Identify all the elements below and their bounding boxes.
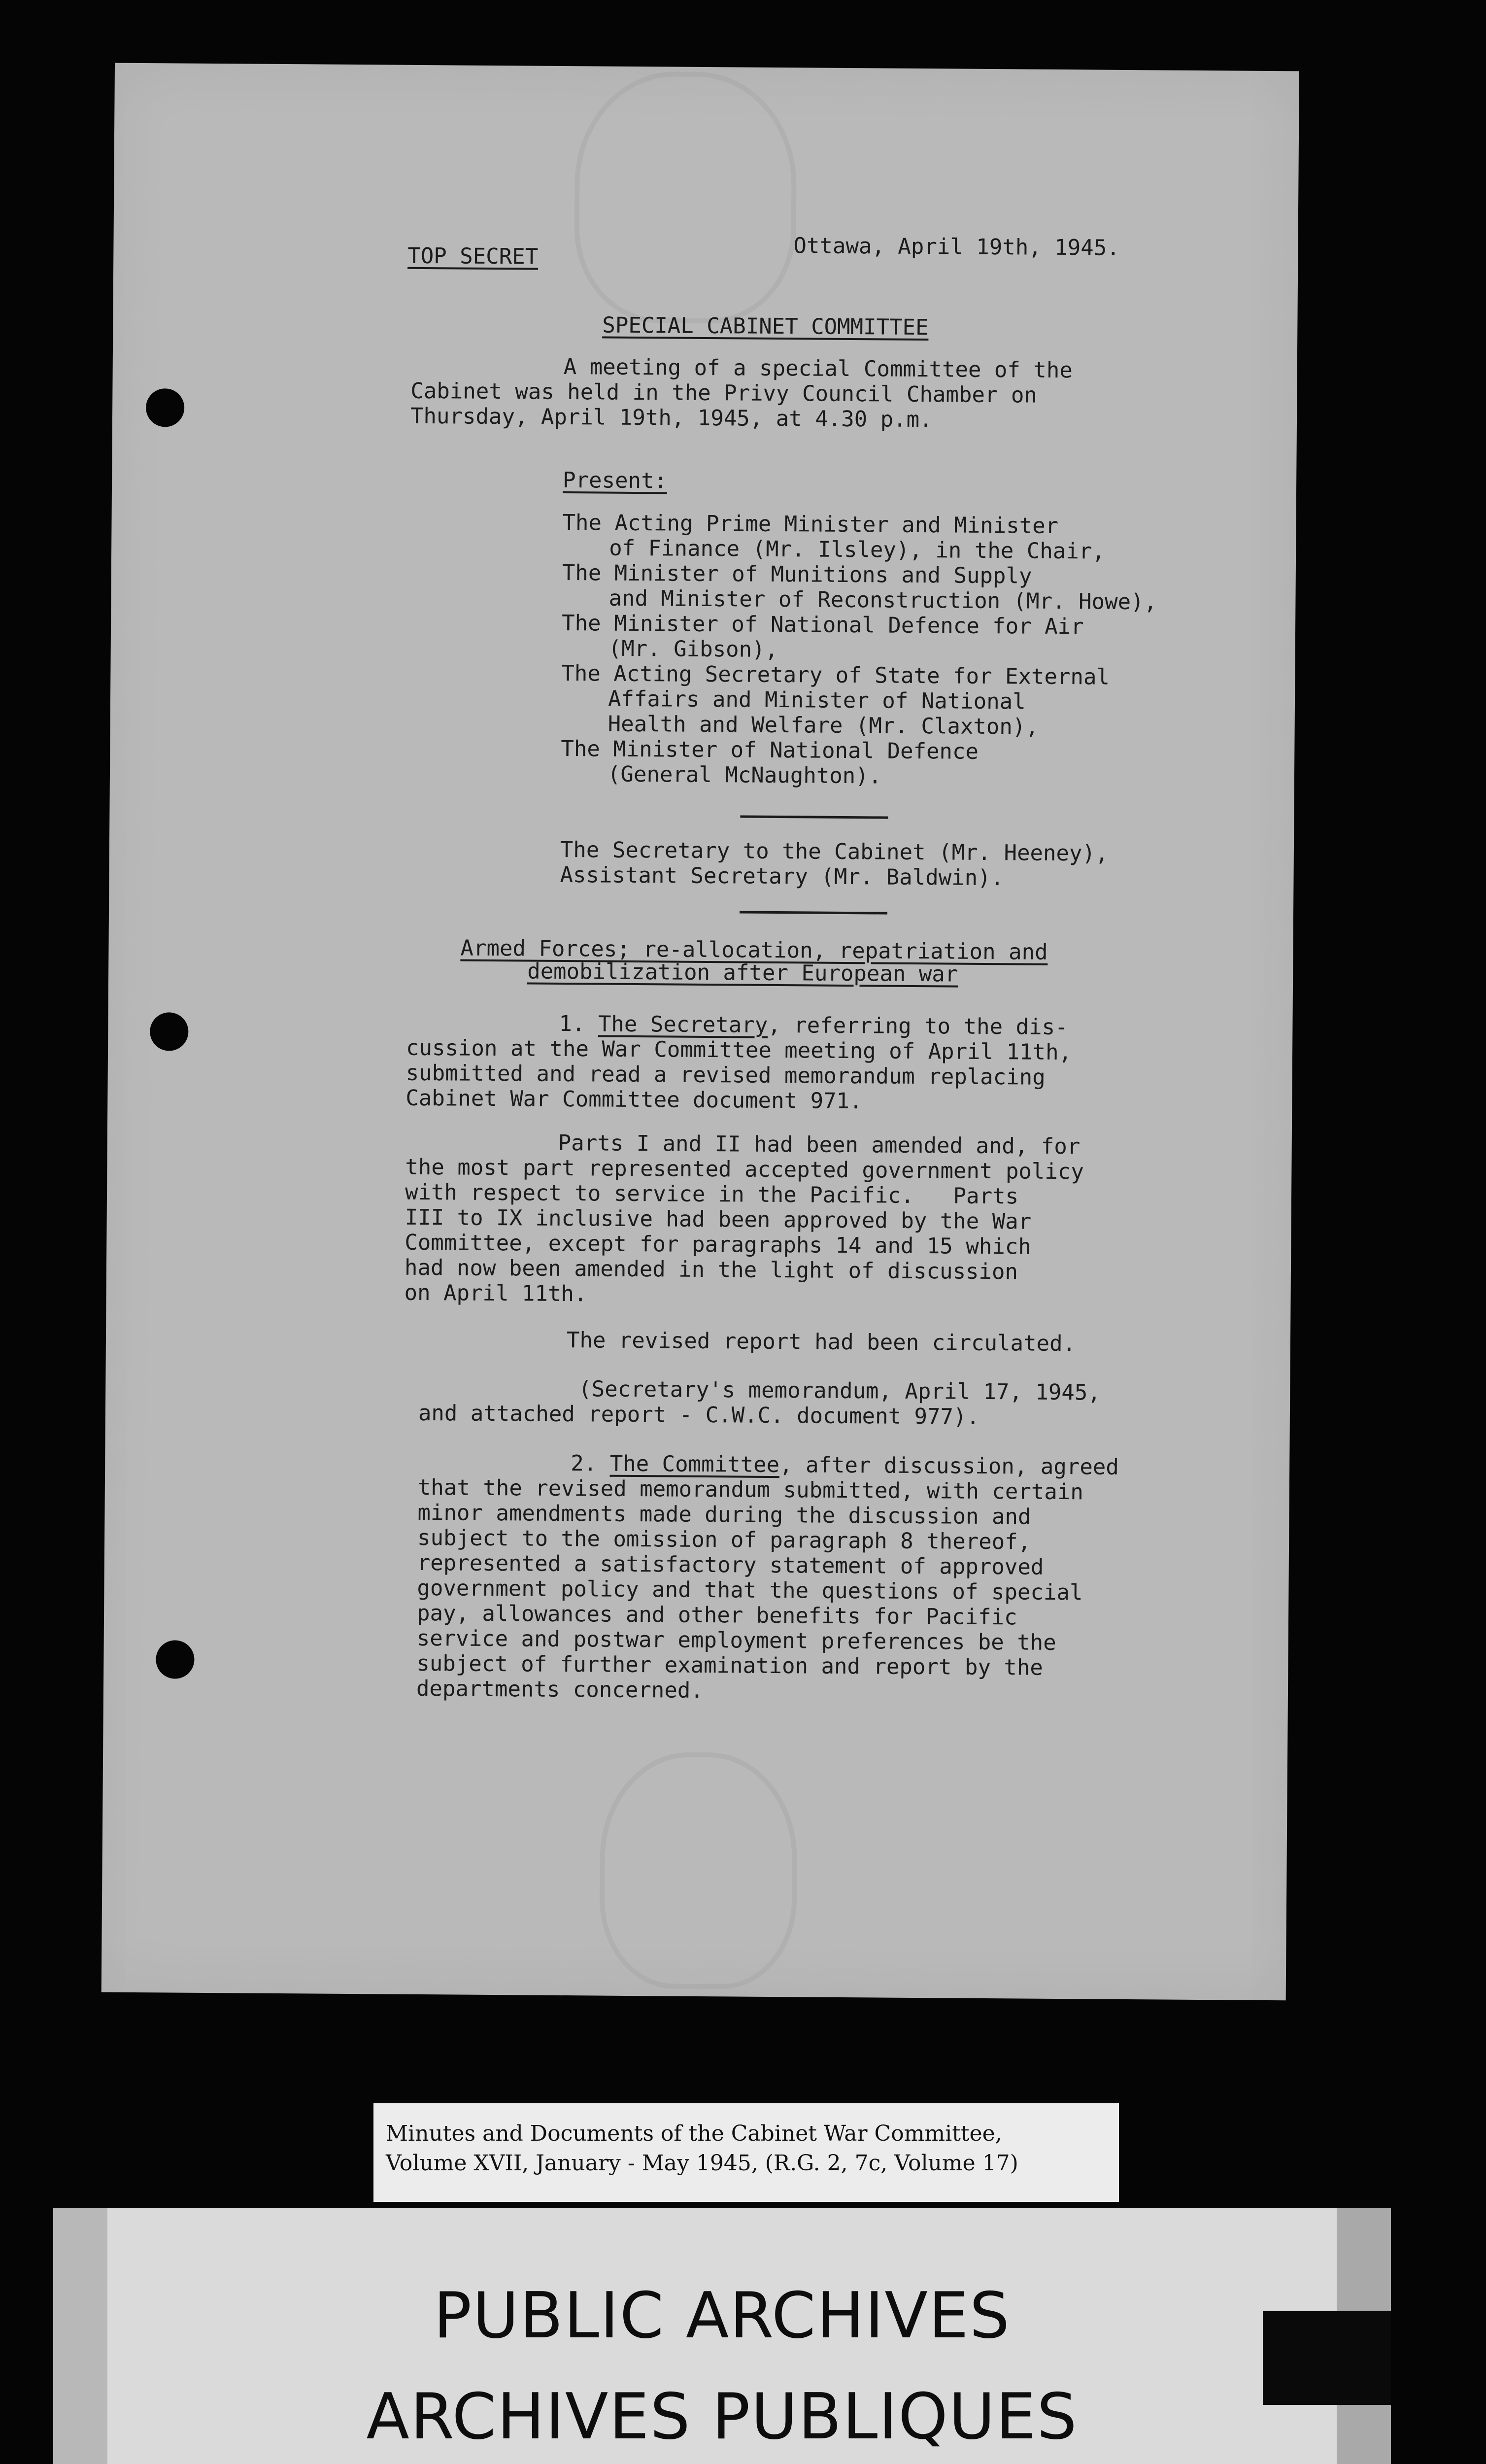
attendee-line: The Acting Secretary of State for External	[561, 660, 1110, 690]
punch-hole	[150, 1012, 189, 1051]
paragraph-1-first-line	[559, 1011, 1068, 1040]
attendee-line: The Minister of National Defence for Air	[561, 610, 1084, 640]
subject-heading: Armed Forces; re-allocation, repatriation and	[460, 935, 1048, 965]
paragraph-number: 1.	[559, 1011, 585, 1037]
paragraph-lead: The Committee	[609, 1451, 780, 1478]
secretariat-line: The Secretary to the Cabinet (Mr. Heeney),	[560, 837, 1109, 866]
divider-rule	[740, 816, 888, 819]
paragraph-1-line: submitted and read a revised memorandum replacing	[405, 1060, 1046, 1090]
attendee-line: of Finance (Mr. Ilsley), in the Chair,	[609, 535, 1105, 564]
archive-title-french: ARCHIVES PUBLIQUES	[366, 2380, 1078, 2454]
present-label: Present:	[562, 467, 668, 494]
paragraph-3: The revised report had been circulated.	[566, 1328, 1076, 1357]
document-page	[101, 63, 1299, 2001]
paragraph-5-line: service and postwar employment preferences be the	[416, 1625, 1056, 1656]
paragraph-5-line: subject of further examination and report by the	[416, 1650, 1044, 1680]
attendee-line: (Mr. Gibson),	[608, 636, 778, 663]
punch-hole	[146, 388, 185, 427]
paragraph-2-line: on April 11th.	[404, 1280, 587, 1307]
paragraph-5-line: pay, allowances and other benefits for Pacific	[416, 1600, 1017, 1630]
paragraph-5-line: departments concerned.	[416, 1676, 704, 1704]
archive-stamp-card	[53, 2208, 1391, 2464]
attendee-line: The Acting Prime Minister and Minister	[562, 510, 1059, 539]
paragraph-2-line: with respect to service in the Pacific. Parts	[405, 1179, 1019, 1209]
paragraph-5-first-line	[571, 1451, 1119, 1480]
paragraph-5-line: that the revised memorandum submitted, with certain	[417, 1474, 1084, 1505]
paragraph-2-line: Parts I and II had been amended and, for	[558, 1130, 1081, 1160]
place-date: Ottawa, April 19th, 1945.	[793, 233, 1120, 261]
paragraph-lead: The Secretary	[598, 1011, 768, 1038]
paragraph-1-line: cussion at the War Committee meeting of April 11th,	[405, 1035, 1072, 1065]
paragraph-2-line: had now been amended in the light of discussion	[404, 1255, 1018, 1285]
divider-rule	[740, 911, 887, 915]
archive-title-english: PUBLIC ARCHIVES	[434, 2279, 1011, 2353]
attendee-line: The Minister of Munitions and Supply	[562, 560, 1032, 589]
intro-line: Thursday, April 19th, 1945, at 4.30 p.m.	[410, 403, 933, 433]
intro-line: Cabinet was held in the Privy Council Chamber on	[410, 378, 1038, 408]
intro-line: A meeting of a special Committee of the	[563, 354, 1073, 383]
paragraph-4-line: (Secretary's memorandum, April 17, 1945,	[578, 1376, 1101, 1405]
watermark-bottom	[599, 1752, 798, 1990]
paragraph-2-line: III to IX inclusive had been approved by the War	[405, 1204, 1032, 1234]
paragraph-1-line: Cabinet War Committee document 971.	[405, 1085, 863, 1114]
paragraph-2-line: the most part represented accepted government policy	[405, 1154, 1084, 1185]
document-heading: SPECIAL CABINET COMMITTEE	[602, 312, 929, 341]
attendee-line: Health and Welfare (Mr. Claxton),	[608, 711, 1039, 740]
punch-hole	[156, 1640, 195, 1679]
subject-heading: demobilization after European war	[527, 958, 958, 987]
paragraph-number: 2.	[571, 1451, 597, 1476]
paragraph-text: , after discussion, agreed	[779, 1452, 1119, 1480]
attendee-line: and Minister of Reconstruction (Mr. Howe),	[608, 585, 1157, 615]
attendee-line: (General McNaughton).	[607, 761, 882, 789]
paragraph-2-line: Committee, except for paragraphs 14 and 15 which	[405, 1230, 1032, 1260]
secretariat-line: Assistant Secretary (Mr. Baldwin).	[560, 862, 1004, 891]
attendee-line: The Minister of National Defence	[561, 736, 979, 764]
paragraph-4-line: and attached report - C.W.C. document 977).	[418, 1400, 980, 1430]
paragraph-5-line: subject to the omission of paragraph 8 thereof,	[417, 1525, 1031, 1555]
paragraph-5-line: government policy and that the questions of special	[417, 1575, 1083, 1606]
classification-marking: TOP SECRET	[407, 243, 539, 270]
archive-caption-label	[373, 2103, 1119, 2202]
paragraph-5-line: represented a satisfactory statement of approved	[417, 1550, 1044, 1580]
attendee-line: Affairs and Minister of National	[608, 686, 1026, 715]
caption-line: Minutes and Documents of the Cabinet War Committee,	[386, 2121, 1002, 2146]
paragraph-text: , referring to the dis-	[768, 1012, 1068, 1040]
caption-line: Volume XVII, January - May 1945, (R.G. 2, 7c, Volume 17)	[386, 2151, 1018, 2176]
paragraph-5-line: minor amendments made during the discussion and	[417, 1500, 1031, 1530]
watermark-top	[574, 71, 797, 324]
